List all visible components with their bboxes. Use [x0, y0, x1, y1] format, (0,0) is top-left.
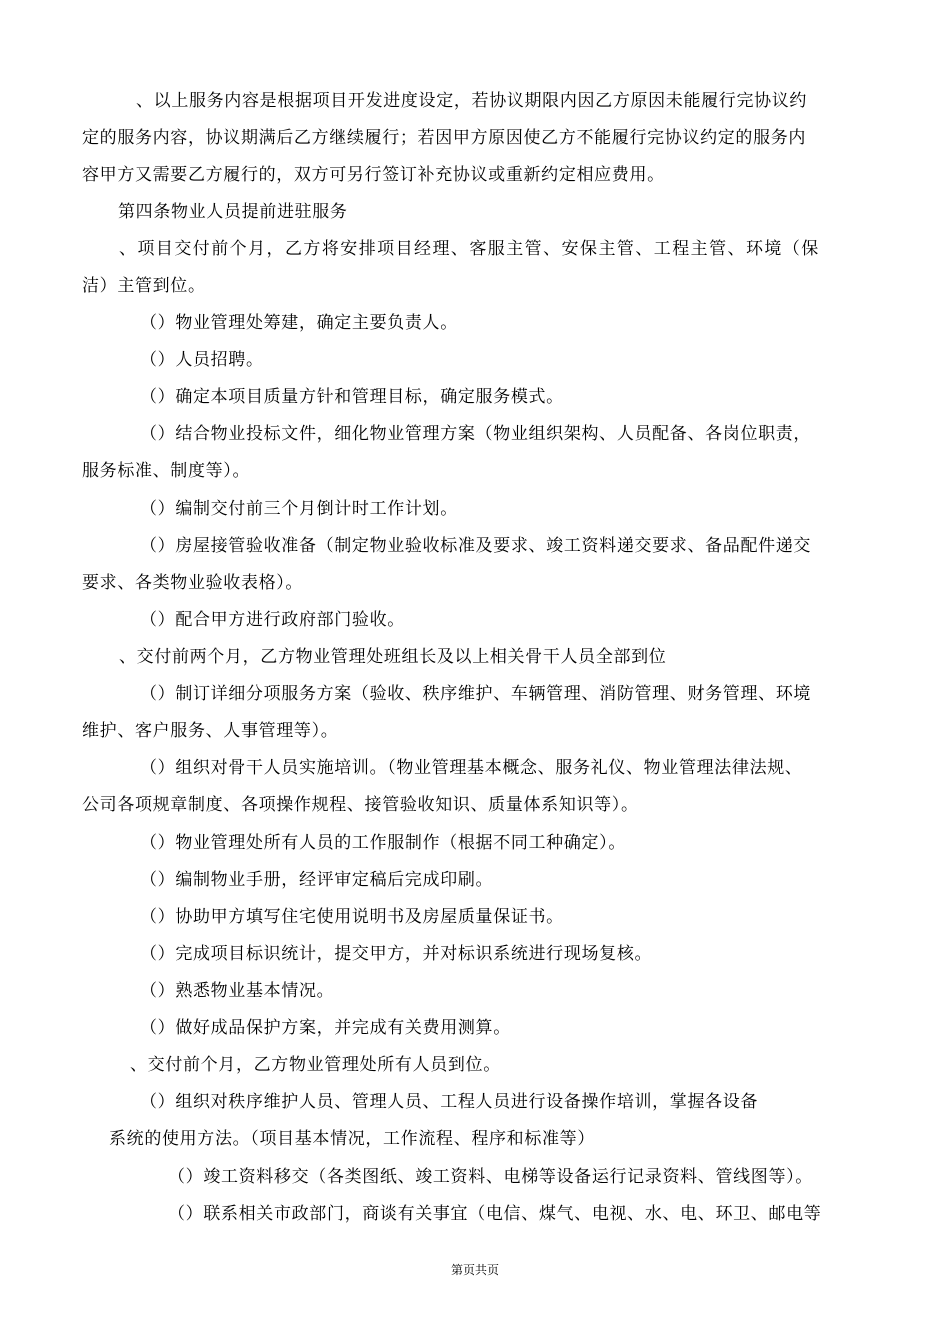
text-line: （）做好成品保护方案，并完成有关费用测算。: [140, 1018, 511, 1038]
page-footer: 第页共页: [450, 1263, 499, 1277]
text-line: 公司各项规章制度、各项操作规程、接管验收知识、质量体系知识等）。: [82, 795, 639, 815]
text-line: （）竣工资料移交（各类图纸、竣工资料、电梯等设备运行记录资料、管线图等）。: [168, 1167, 813, 1187]
text-line: （）结合物业投标文件，细化物业管理方案（物业组织架构、人员配备、各岗位职责，: [140, 424, 812, 444]
text-line: 、交付前个月，乙方物业管理处所有人员到位。: [130, 1055, 501, 1075]
text-line: 洁）主管到位。: [82, 276, 206, 296]
text-line: （）物业管理处所有人员的工作服制作（根据不同工种确定）。: [140, 833, 626, 853]
text-line: （）协助甲方填写住宅使用说明书及房屋质量保证书。: [140, 907, 564, 927]
text-line: （）房屋接管验收准备（制定物业验收标准及要求、竣工资料递交要求、备品配件递交: [140, 536, 812, 556]
text-line: 、以上服务内容是根据项目开发进度设定，若协议期限内因乙方原因未能履行完协议约: [136, 91, 808, 111]
text-line: （）人员招聘。: [140, 350, 264, 370]
text-line: （）熟悉物业基本情况。: [140, 981, 335, 1001]
text-line: 要求、各类物业验收表格）。: [82, 573, 304, 593]
text-line: （）编制物业手册，经评审定稿后完成印刷。: [140, 870, 494, 890]
text-line: （）组织对骨干人员实施培训。（物业管理基本概念、服务礼仪、物业管理法律法规、: [140, 758, 803, 778]
text-line: 定的服务内容，协议期满后乙方继续履行；若因甲方原因使乙方不能履行完协议约定的服务内: [82, 128, 807, 148]
text-line: （）确定本项目质量方针和管理目标，确定服务模式。: [140, 387, 564, 407]
text-line: 系统的使用方法。（项目基本情况，工作流程、程序和标准等）: [109, 1129, 595, 1149]
text-line: （）组织对秩序维护人员、管理人员、工程人员进行设备操作培训，掌握各设备: [140, 1092, 759, 1112]
text-line: 、项目交付前个月，乙方将安排项目经理、客服主管、安保主管、工程主管、环境（保: [119, 239, 820, 259]
text-line: （）配合甲方进行政府部门验收。: [140, 610, 405, 630]
text-line: 维护、客户服务、人事管理等）。: [82, 721, 339, 741]
section-heading: 第四条物业人员提前进驻服务: [118, 202, 348, 222]
text-line: （）编制交付前三个月倒计时工作计划。: [140, 499, 458, 519]
text-line: （）联系相关市政部门，商谈有关事宜（电信、煤气、电视、水、电、环卫、邮电等: [168, 1204, 822, 1224]
text-line: 服务标准、制度等）。: [82, 461, 251, 481]
text-line: （）完成项目标识统计，提交甲方，并对标识系统进行现场复核。: [140, 944, 653, 964]
text-line: （）制订详细分项服务方案（验收、秩序维护、车辆管理、消防管理、财务管理、环境: [140, 684, 812, 704]
text-line: 、交付前两个月，乙方物业管理处班组长及以上相关骨干人员全部到位: [119, 647, 667, 667]
text-line: 容甲方又需要乙方履行的，双方可另行签订补充协议或重新约定相应费用。: [82, 165, 665, 185]
text-line: （）物业管理处筹建，确定主要负责人。: [140, 313, 458, 333]
